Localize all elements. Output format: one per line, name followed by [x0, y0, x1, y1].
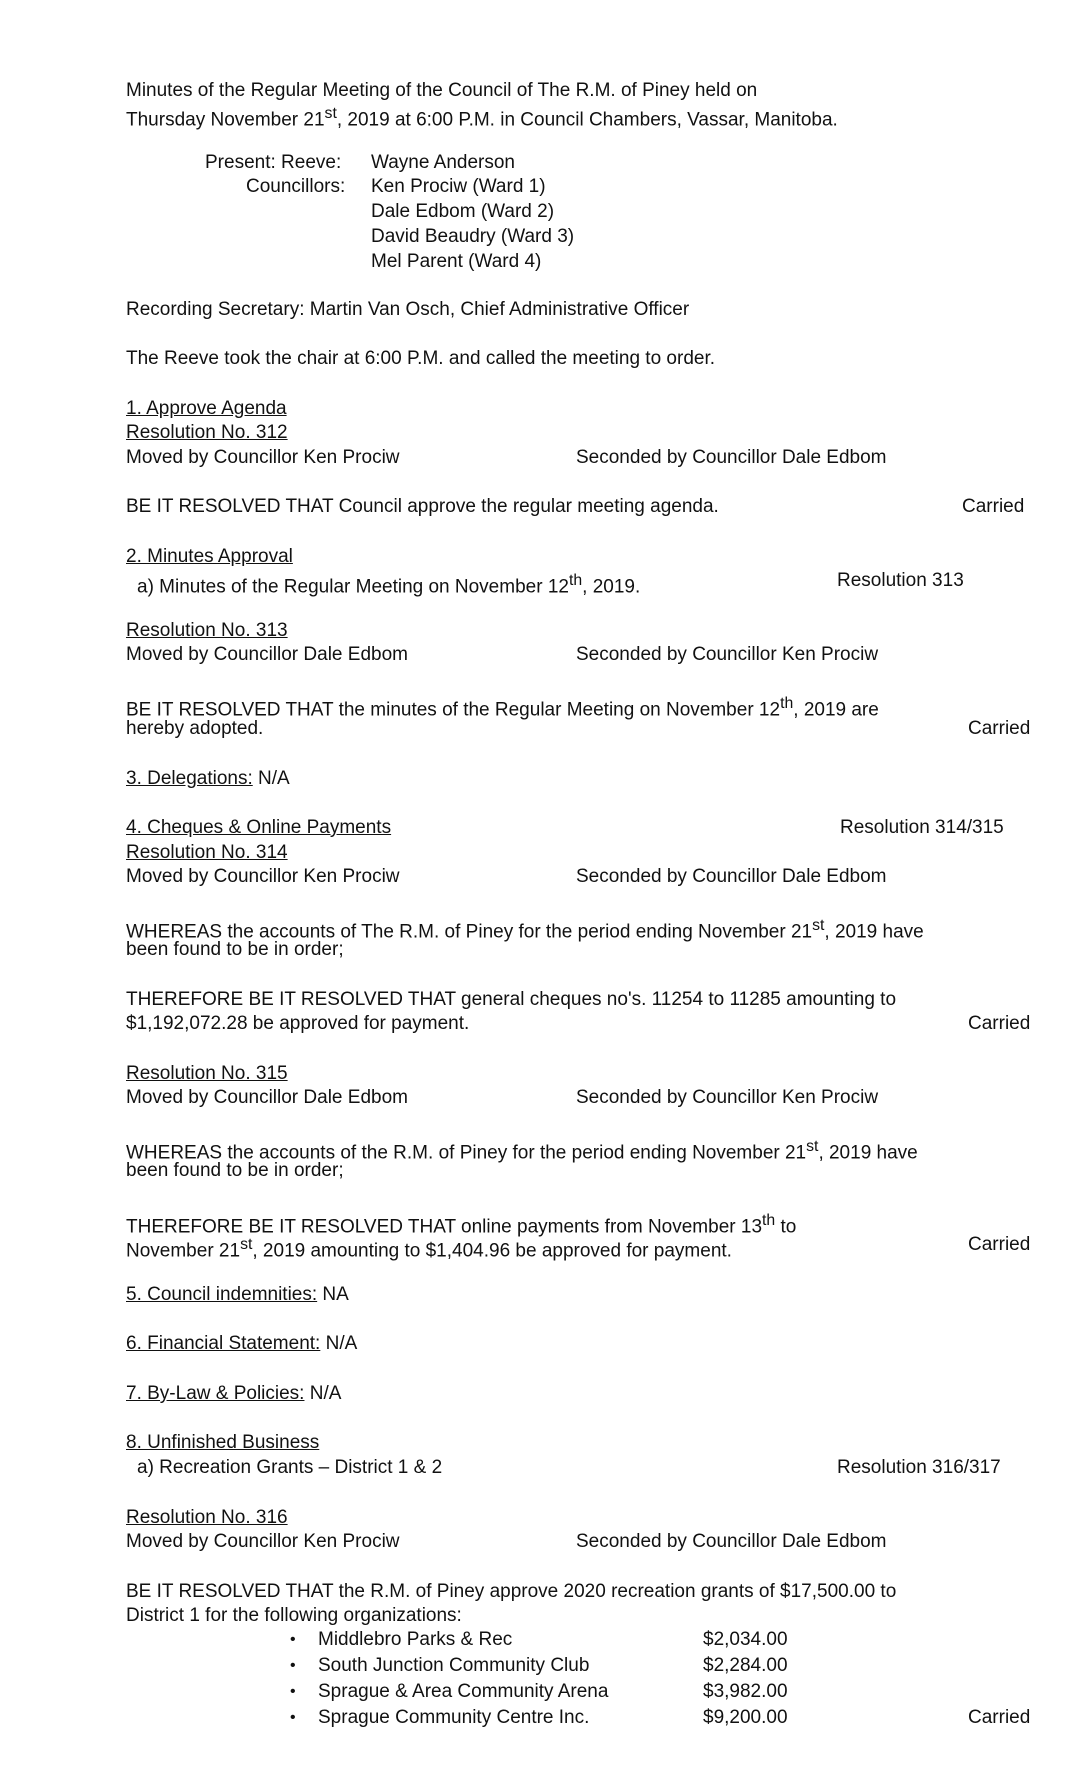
- grant-org-2: South Junction Community Club: [318, 1655, 590, 1676]
- resolution-313-text-tail: , 2019 are: [793, 699, 879, 721]
- resolution-314-whereas-tail: , 2019 have: [824, 921, 924, 943]
- councillor-ward-1: Ken Prociw (Ward 1): [371, 176, 546, 197]
- resolution-315-date-text: November 21: [126, 1240, 241, 1262]
- grant-bullet: •: [290, 1709, 296, 1726]
- section-8-item-ref: Resolution 316/317: [837, 1457, 1001, 1478]
- grant-amount-4: $9,200.00: [703, 1707, 788, 1728]
- section-4-heading: 4. Cheques & Online Payments: [126, 817, 392, 838]
- section-1-heading: 1. Approve Agenda: [126, 398, 287, 419]
- header-location-text: , 2019 at 6:00 P.M. in Council Chambers, Vassar, Manitoba.: [336, 109, 838, 131]
- resolution-312-status: Carried: [962, 496, 1025, 517]
- resolution-315-whereas-2: been found to be in order;: [126, 1160, 344, 1181]
- resolution-314-therefore-2: $1,192,072.28 be approved for payment.: [126, 1013, 470, 1034]
- resolution-314-seconded: Seconded by Councillor Dale Edbom: [576, 866, 887, 887]
- councillors-label: Councillors:: [246, 176, 346, 197]
- section-3-heading: 3. Delegations:: [126, 768, 253, 789]
- call-to-order: The Reeve took the chair at 6:00 P.M. and called the meeting to order.: [126, 348, 716, 369]
- resolution-312-moved: Moved by Councillor Ken Prociw: [126, 447, 400, 468]
- grant-bullet: •: [290, 1631, 296, 1648]
- councillor-ward-4: Mel Parent (Ward 4): [371, 251, 542, 272]
- resolution-312-text: BE IT RESOLVED THAT Council approve the regular meeting agenda.: [126, 496, 719, 517]
- header-line-1: Minutes of the Regular Meeting of the Council of The R.M. of Piney held on: [126, 80, 758, 101]
- resolution-316-text-2: District 1 for the following organizations:: [126, 1605, 462, 1626]
- resolution-313-status: Carried: [968, 718, 1031, 739]
- reeve-label: Present: Reeve:: [205, 152, 342, 173]
- resolution-315-whereas-main: WHEREAS the accounts of the R.M. of Piney for the period ending November 21: [126, 1142, 807, 1164]
- section-2-item-year: , 2019.: [582, 576, 641, 598]
- resolution-315-therefore-suffix: th: [762, 1212, 776, 1229]
- resolution-314-whereas-suffix: st: [812, 917, 825, 934]
- resolution-315-whereas-tail: , 2019 have: [818, 1142, 918, 1164]
- resolution-316-status: Carried: [968, 1707, 1031, 1728]
- section-4-ref: Resolution 314/315: [840, 817, 1004, 838]
- section-6: [126, 1332, 357, 1356]
- section-8-item-a: a) Recreation Grants – District 1 & 2: [137, 1457, 443, 1478]
- header-date-text: Thursday November 21: [126, 109, 325, 131]
- resolution-315-seconded: Seconded by Councillor Ken Prociw: [576, 1087, 879, 1108]
- resolution-315-moved: Moved by Councillor Dale Edbom: [126, 1087, 408, 1108]
- resolution-312-seconded: Seconded by Councillor Dale Edbom: [576, 447, 887, 468]
- resolution-315-whereas-suffix: st: [806, 1138, 819, 1155]
- resolution-315-date-suffix: st: [240, 1236, 253, 1253]
- resolution-314-whereas-2: been found to be in order;: [126, 939, 344, 960]
- section-8-heading: 8. Unfinished Business: [126, 1432, 320, 1453]
- grant-amount-2: $2,284.00: [703, 1655, 788, 1676]
- resolution-313-text-2: hereby adopted.: [126, 718, 264, 739]
- grant-amount-3: $3,982.00: [703, 1681, 788, 1702]
- resolution-316-moved: Moved by Councillor Ken Prociw: [126, 1531, 400, 1552]
- resolution-316-title: Resolution No. 316: [126, 1507, 288, 1528]
- resolution-314-status: Carried: [968, 1013, 1031, 1034]
- resolution-314-moved: Moved by Councillor Ken Prociw: [126, 866, 400, 887]
- grant-org-3: Sprague & Area Community Arena: [318, 1681, 609, 1702]
- resolution-315-status: Carried: [968, 1234, 1031, 1255]
- section-2-item-suffix: th: [568, 572, 583, 589]
- resolution-315-therefore-2: [126, 1233, 732, 1263]
- grant-bullet: •: [290, 1657, 296, 1674]
- grant-org-1: Middlebro Parks & Rec: [318, 1629, 513, 1650]
- recording-secretary: Recording Secretary: Martin Van Osch, Chief Administrative Officer: [126, 299, 690, 320]
- resolution-315-therefore-main: THEREFORE BE IT RESOLVED THAT online payments from November 13: [126, 1216, 763, 1238]
- section-5-value: NA: [317, 1284, 349, 1305]
- section-2-item-text: a) Minutes of the Regular Meeting on November 12: [137, 576, 569, 598]
- section-7-value: N/A: [304, 1383, 342, 1404]
- header-date-suffix: st: [324, 105, 337, 122]
- resolution-315-amount-text: , 2019 amounting to $1,404.96 be approved for payment.: [252, 1240, 732, 1262]
- section-7-heading: 7. By-Law & Policies:: [126, 1383, 305, 1404]
- section-2-heading: 2. Minutes Approval: [126, 546, 293, 567]
- resolution-314-title: Resolution No. 314: [126, 842, 288, 863]
- resolution-316-text-1: BE IT RESOLVED THAT the R.M. of Piney approve 2020 recreation grants of $17,500.00 to: [126, 1581, 897, 1602]
- section-6-value: N/A: [320, 1333, 358, 1354]
- section-3: [126, 767, 290, 791]
- resolution-313-seconded: Seconded by Councillor Ken Prociw: [576, 644, 879, 665]
- resolution-312-title: Resolution No. 312: [126, 422, 288, 443]
- resolution-313-title: Resolution No. 313: [126, 620, 288, 641]
- resolution-314-therefore-1: THEREFORE BE IT RESOLVED THAT general cheques no's. 11254 to 11285 amounting to: [126, 989, 897, 1010]
- section-3-value: N/A: [252, 768, 290, 789]
- resolution-313-moved: Moved by Councillor Dale Edbom: [126, 644, 408, 665]
- section-2-item-ref: Resolution 313: [837, 570, 964, 591]
- resolution-313-text-main: BE IT RESOLVED THAT the minutes of the Regular Meeting on November 12: [126, 699, 781, 721]
- resolution-316-seconded: Seconded by Councillor Dale Edbom: [576, 1531, 887, 1552]
- section-5-heading: 5. Council indemnities:: [126, 1284, 318, 1305]
- resolution-314-whereas-main: WHEREAS the accounts of The R.M. of Piney for the period ending November 21: [126, 921, 813, 943]
- section-6-heading: 6. Financial Statement:: [126, 1333, 321, 1354]
- grant-amount-1: $2,034.00: [703, 1629, 788, 1650]
- resolution-313-text-suffix: th: [780, 695, 794, 712]
- grant-org-4: Sprague Community Centre Inc.: [318, 1707, 590, 1728]
- resolution-315-therefore-tail: to: [775, 1216, 797, 1238]
- section-5: [126, 1283, 349, 1307]
- councillor-ward-3: David Beaudry (Ward 3): [371, 226, 575, 247]
- header-line-2: [126, 102, 838, 132]
- section-2-item-a: [137, 569, 640, 599]
- grant-bullet: •: [290, 1683, 296, 1700]
- reeve-name: Wayne Anderson: [371, 152, 515, 173]
- councillor-ward-2: Dale Edbom (Ward 2): [371, 201, 555, 222]
- resolution-315-title: Resolution No. 315: [126, 1063, 288, 1084]
- section-7: [126, 1382, 341, 1406]
